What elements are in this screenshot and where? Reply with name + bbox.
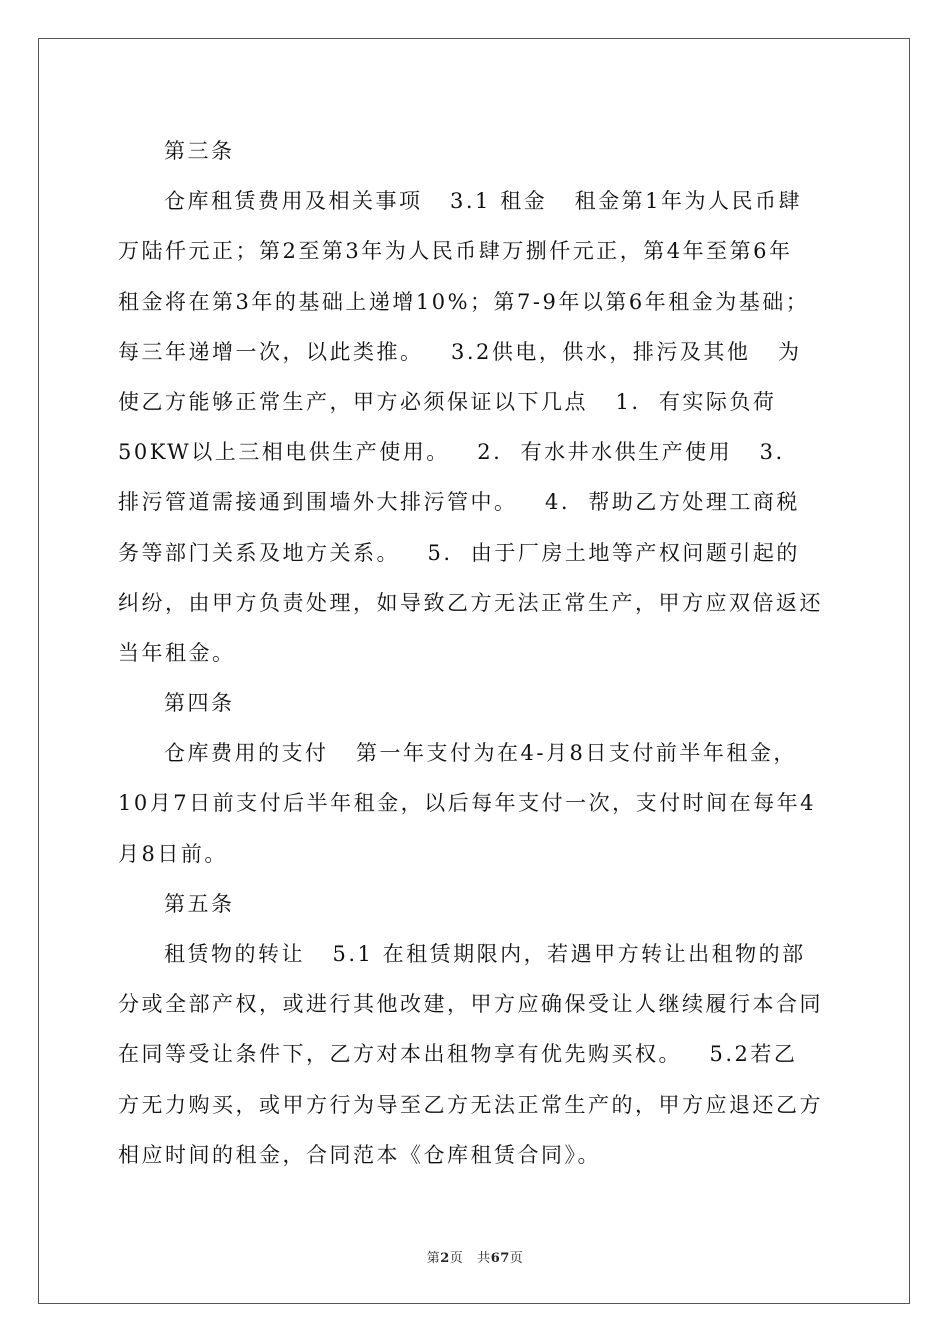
article-heading: 第三条 xyxy=(164,139,235,163)
paragraph-line: 50KW以上三相电供生产使用。 2. 有水井水供生产使用 3. xyxy=(118,440,785,465)
paragraph-line: 仓库费用的支付 第一年支付为在4-月8日支付前半年租金， xyxy=(164,741,797,766)
paragraph-line: 月8日前。 xyxy=(118,841,228,866)
paragraph-line: 纠纷，由甲方负责处理，如导致乙方无法正常生产，甲方应双倍返还 xyxy=(118,590,823,615)
paragraph-line: 租赁物的转让 5.1 在租赁期限内，若遇甲方转让出租物的部 xyxy=(164,942,806,966)
paragraph-line: 使乙方能够正常生产，甲方必须保证以下几点 1. 有实际负荷 xyxy=(118,389,777,414)
document-body xyxy=(118,126,838,1180)
total-prefix: 共 xyxy=(477,1251,491,1266)
article-heading: 第四条 xyxy=(164,691,235,716)
paragraph-line: 10月7日前支付后半年租金，以后每年支付一次，支付时间在每年4 xyxy=(118,791,816,816)
page-suffix: 页 xyxy=(449,1251,464,1266)
page-number: 2 xyxy=(440,1251,450,1266)
paragraph-line: 排污管道需接通到围墙外大排污管中。 4. 帮助乙方处理工商税 xyxy=(118,490,800,515)
paragraph-line: 分或全部产权，或进行其他改建，甲方应确保受让人继续履行本合同 xyxy=(118,992,823,1017)
paragraph-line: 务等部门关系及地方关系。 5. 由于厂房土地等产权问题引起的 xyxy=(118,540,800,565)
total-pages: 67 xyxy=(490,1251,510,1266)
paragraph-line: 相应时间的租金，合同范本《仓库租赁合同》。 xyxy=(118,1142,601,1167)
paragraph-line: 每三年递增一次，以此类推。 3.2供电，供水，排污及其他 为 xyxy=(118,339,802,364)
page-footer xyxy=(0,1247,950,1266)
paragraph-line: 方无力购买，或甲方行为导至乙方无法正常生产的，甲方应退还乙方 xyxy=(118,1092,823,1117)
paragraph-line: 租金将在第3年的基础上递增10%；第7-9年以第6年租金为基础； xyxy=(118,289,810,314)
article-heading: 第五条 xyxy=(164,891,235,916)
total-suffix: 页 xyxy=(509,1251,524,1266)
page-prefix: 第 xyxy=(426,1251,441,1266)
paragraph-line: 仓库租赁费用及相关事项 3.1 租金 租金第1年为人民币肆 xyxy=(164,189,802,214)
paragraph-line: 万陆仟元正；第2至第3年为人民币肆万捌仟元正，第4年至第6年 xyxy=(118,239,793,264)
paragraph-line: 在同等受让条件下，乙方对本出租物享有优先购买权。 5.2若乙 xyxy=(118,1042,798,1067)
paragraph-line: 当年租金。 xyxy=(118,640,236,665)
